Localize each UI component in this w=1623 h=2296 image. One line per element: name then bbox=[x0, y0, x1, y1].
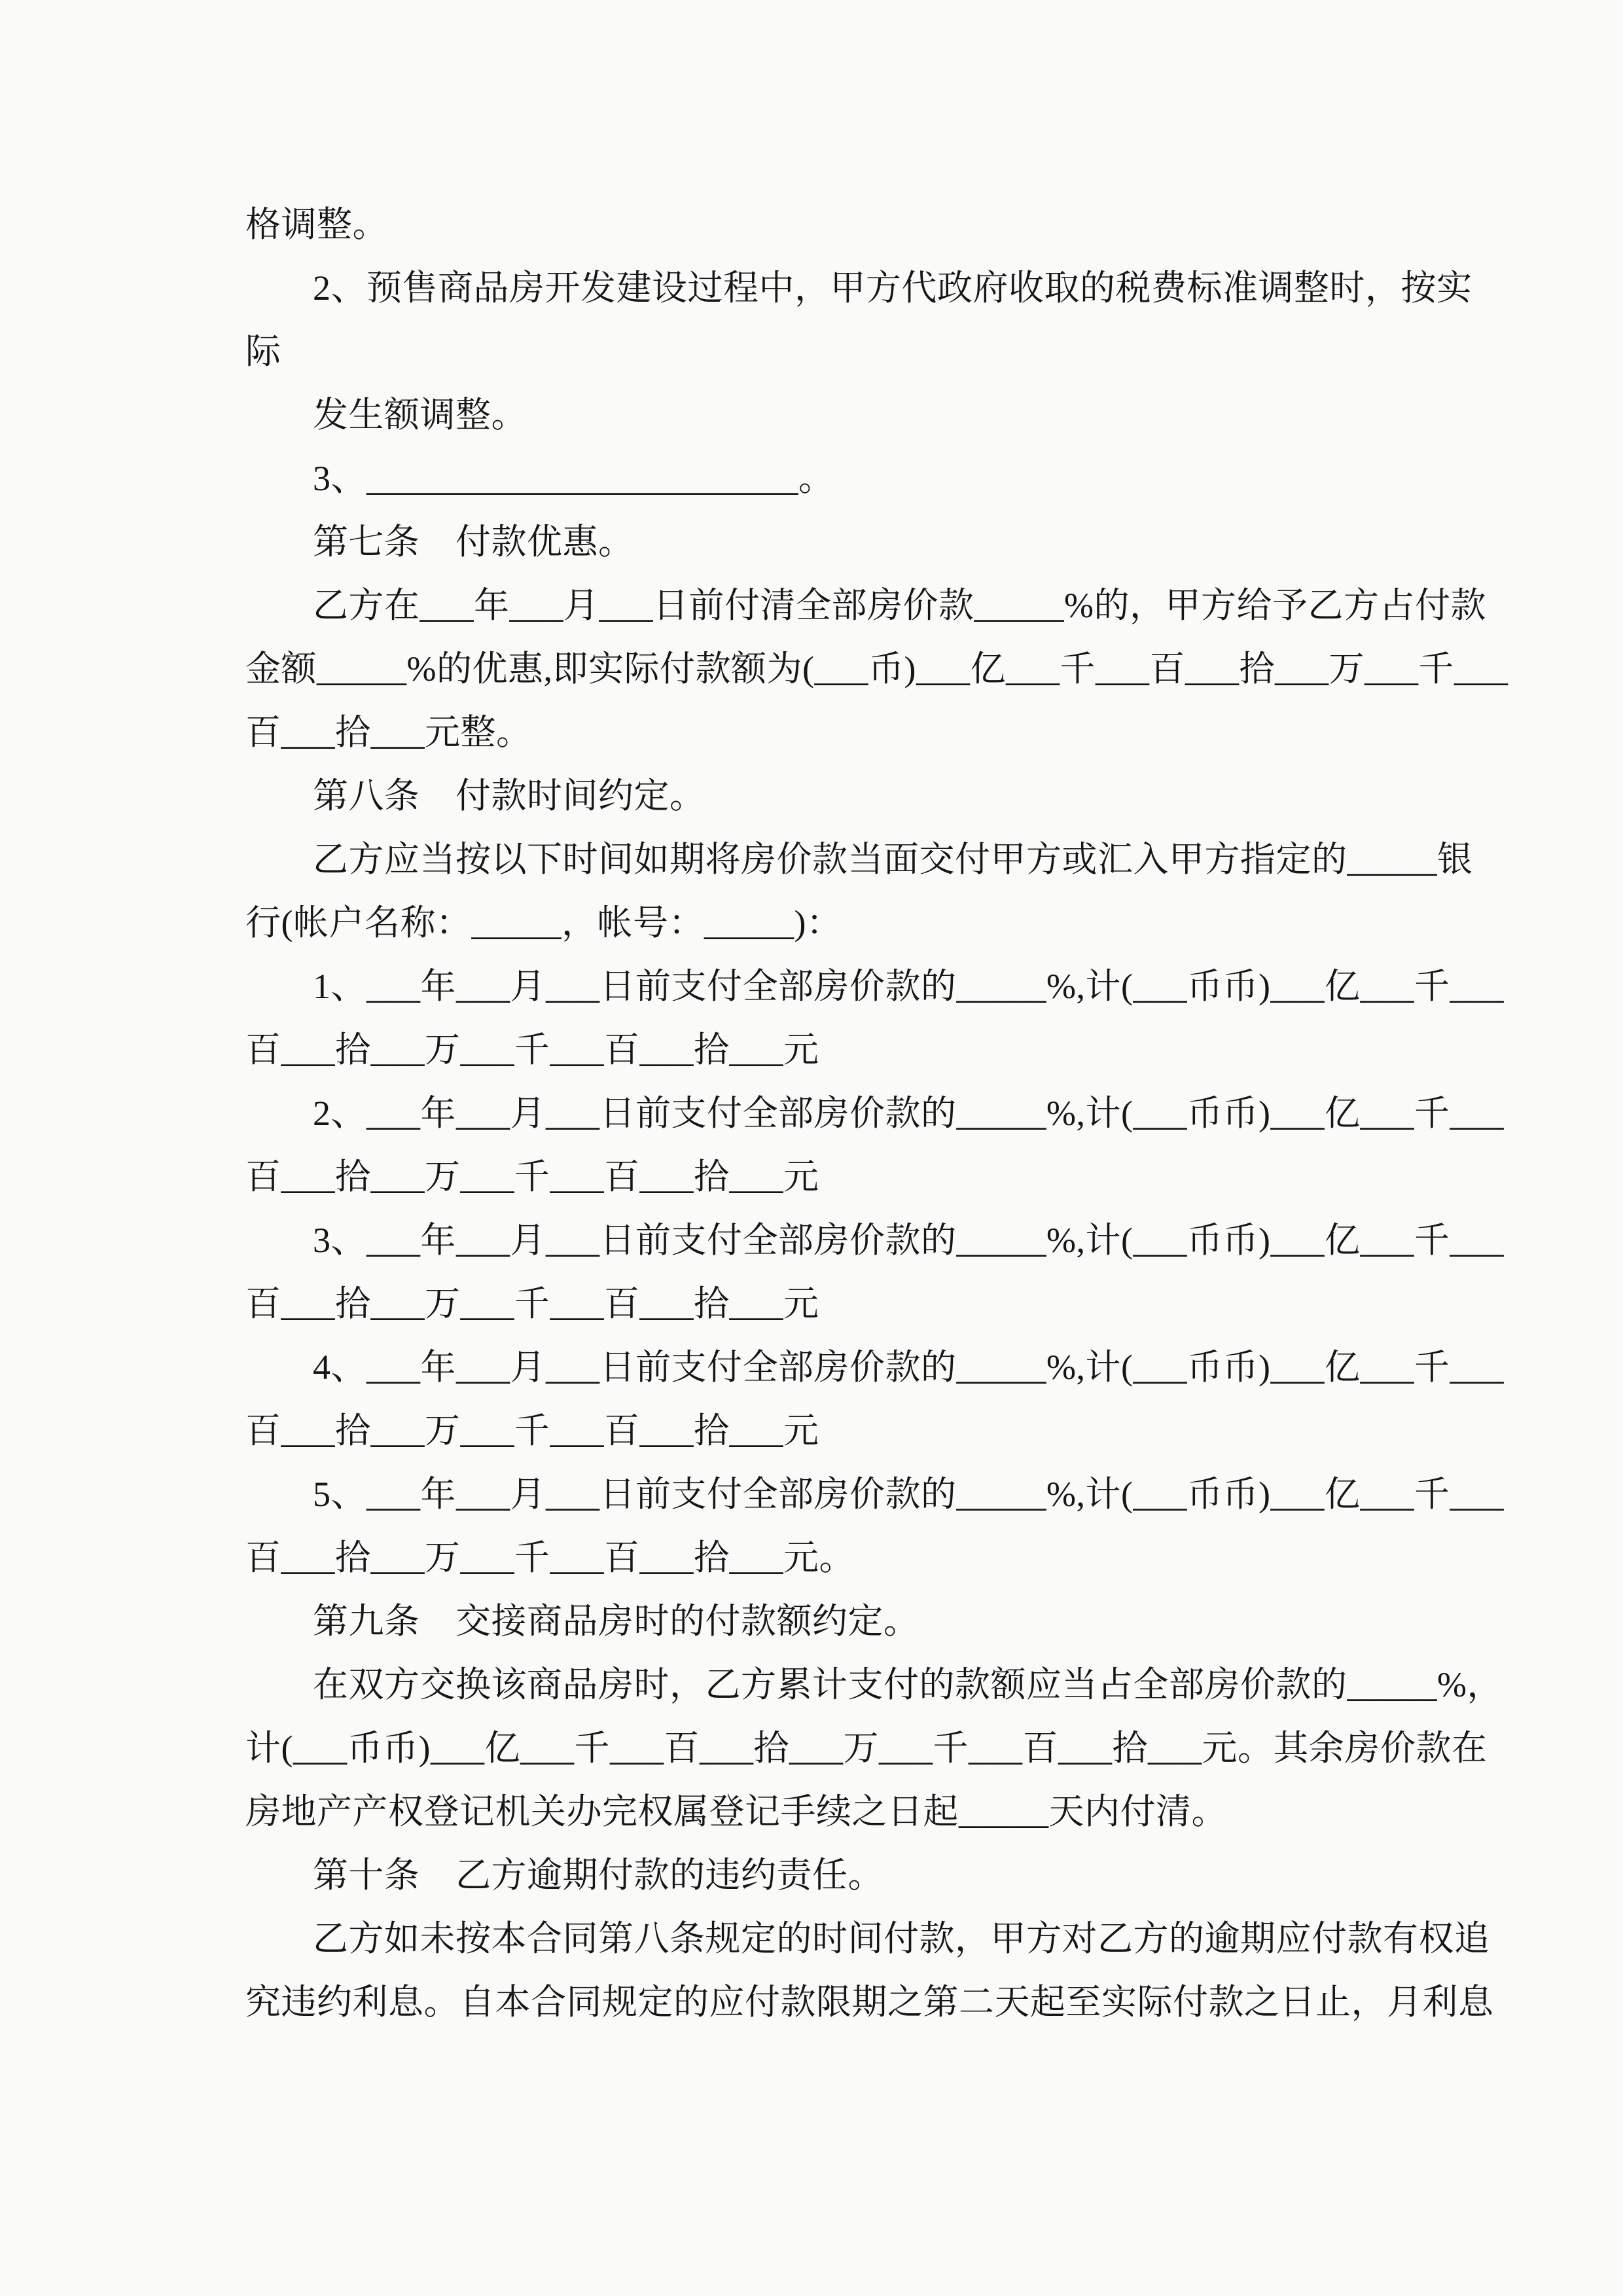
text-line: 第七条 付款优惠。 bbox=[313, 522, 634, 562]
text-line: 第八条 付款时间约定。 bbox=[313, 776, 705, 816]
text-line: 计(___币币)___亿___千___百___拾___万___千___百___拾___元。其余房价款在 bbox=[245, 1729, 1488, 1768]
text-line: 百___拾___元整。 bbox=[245, 713, 532, 752]
text-line: 2、预售商品房开发建设过程中，甲方代政府收取的税费标准调整时，按实 bbox=[313, 268, 1472, 308]
text-line: 乙方如未按本合同第八条规定的时间付款，甲方对乙方的逾期应付款有权追 bbox=[313, 1919, 1490, 1958]
text-line: 5、___年___月___日前支付全部房价款的_____%,计(___币币)___亿___千___ bbox=[313, 1475, 1504, 1514]
text-line: 乙方应当按以下时间如期将房价款当面交付甲方或汇入甲方指定的_____银 bbox=[313, 840, 1473, 879]
text-line: 百___拾___万___千___百___拾___元 bbox=[245, 1284, 819, 1323]
text-line: 发生额调整。 bbox=[313, 395, 527, 435]
text-line: 4、___年___月___日前支付全部房价款的_____%,计(___币币)___亿___千___ bbox=[313, 1348, 1504, 1387]
text-line: 格调整。 bbox=[245, 205, 388, 244]
document-body bbox=[245, 193, 1508, 2034]
text-line: 房地产产权登记机关办完权属登记手续之日起_____天内付清。 bbox=[245, 1792, 1227, 1831]
text-line: 在双方交换该商品房时，乙方累计支付的款额应当占全部房价款的_____%， bbox=[313, 1665, 1503, 1704]
text-line: 第十条 乙方逾期付款的违约责任。 bbox=[313, 1856, 883, 1895]
text-line: 百___拾___万___千___百___拾___元 bbox=[245, 1157, 819, 1196]
text-line: 第九条 交接商品房时的付款额约定。 bbox=[313, 1602, 919, 1641]
text-line: 3、___年___月___日前支付全部房价款的_____%,计(___币币)___亿___千___ bbox=[313, 1221, 1504, 1260]
text-line: 百___拾___万___千___百___拾___元 bbox=[245, 1411, 819, 1450]
text-line: 究违约利息。自本合同规定的应付款限期之第二天起至实际付款之日止，月利息 bbox=[245, 1982, 1494, 2022]
text-line: 行(帐户名称：_____，帐号：_____)： bbox=[245, 903, 842, 942]
text-line: 际 bbox=[245, 332, 281, 371]
text-line: 乙方在___年___月___日前付清全部房价款_____%的，甲方给予乙方占付款 bbox=[313, 586, 1486, 625]
text-line: 金额_____%的优惠,即实际付款额为(___币)___亿___千___百___拾___万___千___ bbox=[245, 649, 1508, 689]
text-line: 百___拾___万___千___百___拾___元。 bbox=[245, 1538, 855, 1577]
text-line: 2、___年___月___日前支付全部房价款的_____%,计(___币币)___亿___千___ bbox=[313, 1094, 1504, 1133]
text-line: 1、___年___月___日前支付全部房价款的_____%,计(___币币)___亿___千___ bbox=[313, 967, 1504, 1006]
text-line: 3、________________________。 bbox=[313, 459, 834, 498]
text-line: 百___拾___万___千___百___拾___元 bbox=[245, 1030, 819, 1069]
